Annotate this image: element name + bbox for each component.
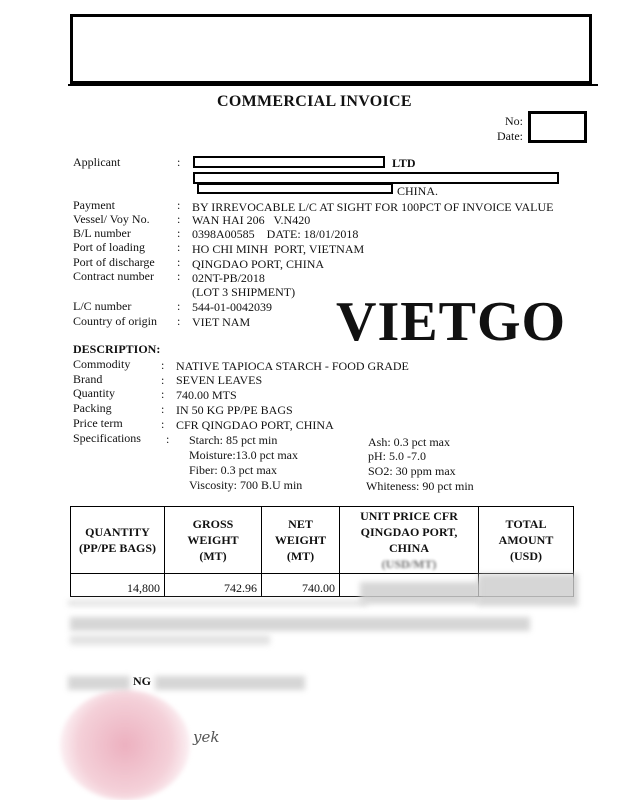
desc-colon: : bbox=[161, 373, 165, 387]
document-title: COMMERCIAL INVOICE bbox=[217, 93, 412, 110]
desc-label: Commodity bbox=[73, 357, 131, 371]
blurred-amount-in-words-1 bbox=[70, 617, 530, 631]
header-line: WEIGHT bbox=[187, 533, 239, 547]
description-heading: DESCRIPTION: bbox=[73, 342, 161, 356]
blurred-amount-in-words-2 bbox=[70, 635, 270, 645]
redacted-no-date bbox=[528, 111, 587, 143]
header-line: GROSS bbox=[192, 517, 234, 531]
header-underline bbox=[68, 84, 598, 86]
detail-value: HO CHI MINH PORT, VIETNAM bbox=[192, 242, 365, 256]
cell-quantity: 14,800 bbox=[71, 574, 165, 597]
applicant-colon: : bbox=[177, 155, 181, 169]
header-line: WEIGHT bbox=[274, 533, 327, 547]
header-line: (PP/PE BAGS) bbox=[79, 541, 156, 555]
desc-value: SEVEN LEAVES bbox=[176, 373, 263, 387]
blurred-total-value bbox=[478, 574, 578, 606]
detail-value: 0398A00585 DATE: 18/01/2018 bbox=[192, 227, 359, 241]
detail-label: L/C number bbox=[73, 299, 132, 313]
applicant-name-suffix: LTD bbox=[392, 156, 416, 170]
detail-label: Port of discharge bbox=[73, 255, 155, 269]
invoice-date-label: Date: bbox=[497, 129, 523, 143]
desc-value: CFR QINGDAO PORT, CHINA bbox=[176, 418, 334, 432]
detail-label: B/L number bbox=[73, 226, 131, 240]
desc-value: IN 50 KG PP/PE BAGS bbox=[176, 403, 293, 417]
redacted-applicant-address-2 bbox=[197, 183, 393, 194]
applicant-address-suffix: CHINA. bbox=[397, 184, 438, 198]
blurred-unit-price-value bbox=[360, 582, 480, 604]
desc-label: Packing bbox=[73, 401, 112, 415]
header-line: TOTAL bbox=[505, 517, 547, 531]
detail-value: QINGDAO PORT, CHINA bbox=[192, 257, 325, 271]
detail-colon: : bbox=[177, 299, 181, 313]
table-header-row bbox=[71, 507, 574, 574]
detail-colon: : bbox=[177, 212, 181, 226]
detail-value: 02NT-PB/2018 bbox=[192, 271, 265, 285]
detail-colon: : bbox=[177, 198, 181, 212]
vietgo-watermark: VIETGO bbox=[336, 291, 567, 353]
blurred-table-bottom bbox=[68, 600, 368, 606]
spec-right: Ash: 0.3 pct max bbox=[368, 435, 450, 449]
desc-value: 740.00 MTS bbox=[176, 388, 237, 402]
redacted-company-header bbox=[70, 14, 592, 84]
col-net-weight-header bbox=[262, 507, 340, 574]
header-line: CHINA bbox=[388, 541, 429, 555]
col-total-amount-header bbox=[479, 507, 574, 574]
header-line: (USD/MT) bbox=[381, 557, 437, 571]
header-line: UNIT PRICE CFR bbox=[360, 509, 458, 523]
header-line: NET bbox=[288, 517, 313, 531]
detail-value: (LOT 3 SHIPMENT) bbox=[192, 285, 296, 299]
detail-value: 544-01-0042039 bbox=[192, 300, 272, 314]
cell-gross-weight: 742.96 bbox=[165, 574, 262, 597]
detail-colon: : bbox=[177, 314, 181, 328]
header-line: (MT) bbox=[286, 549, 315, 563]
detail-label: Country of origin bbox=[73, 314, 157, 328]
specifications-label: Specifications bbox=[73, 431, 141, 445]
detail-label: Port of loading bbox=[73, 240, 145, 254]
detail-label: Payment bbox=[73, 198, 115, 212]
detail-label: Contract number bbox=[73, 269, 154, 283]
detail-value: WAN HAI 206 V.N420 bbox=[192, 213, 311, 227]
blurred-signatory-left bbox=[68, 676, 130, 690]
redacted-applicant-name bbox=[193, 156, 385, 168]
cell-net-weight: 740.00 bbox=[262, 574, 340, 597]
spec-left: Moisture:13.0 pct max bbox=[189, 448, 298, 462]
header-line: QUANTITY bbox=[85, 525, 150, 539]
header-line: AMOUNT bbox=[498, 533, 554, 547]
detail-value: BY IRREVOCABLE L/C AT SIGHT FOR 100PCT OF INVOICE VALUE bbox=[192, 200, 554, 214]
spec-right: pH: 5.0 -7.0 bbox=[368, 449, 426, 463]
desc-label: Quantity bbox=[73, 386, 115, 400]
company-stamp bbox=[60, 690, 190, 800]
desc-colon: : bbox=[161, 402, 165, 416]
header-line: QINGDAO PORT, bbox=[360, 525, 458, 539]
header-line: (MT) bbox=[199, 549, 227, 563]
desc-colon: : bbox=[161, 387, 165, 401]
applicant-label: Applicant bbox=[73, 155, 121, 169]
detail-value: VIET NAM bbox=[192, 315, 251, 329]
blurred-signatory-right bbox=[155, 676, 305, 690]
invoice-no-label: No: bbox=[505, 114, 523, 128]
desc-label: Price term bbox=[73, 416, 123, 430]
spec-left: Viscosity: 700 B.U min bbox=[189, 478, 303, 492]
desc-colon: : bbox=[161, 417, 165, 431]
desc-colon: : bbox=[161, 358, 165, 372]
signature: yek bbox=[193, 728, 220, 746]
specifications-colon: : bbox=[166, 432, 170, 446]
signatory-partial-text: NG bbox=[133, 674, 151, 688]
detail-label: Vessel/ Voy No. bbox=[73, 212, 150, 226]
desc-label: Brand bbox=[73, 372, 103, 386]
col-unit-price-header bbox=[340, 507, 479, 574]
detail-colon: : bbox=[177, 226, 181, 240]
detail-colon: : bbox=[177, 269, 181, 283]
col-quantity-header bbox=[71, 507, 165, 574]
spec-left: Starch: 85 pct min bbox=[189, 433, 278, 447]
spec-right: Whiteness: 90 pct min bbox=[366, 479, 474, 493]
spec-right: SO2: 30 ppm max bbox=[368, 464, 456, 478]
detail-colon: : bbox=[177, 255, 181, 269]
header-line: (USD) bbox=[510, 549, 542, 563]
detail-colon: : bbox=[177, 240, 181, 254]
desc-value: NATIVE TAPIOCA STARCH - FOOD GRADE bbox=[176, 359, 409, 373]
col-gross-weight-header bbox=[165, 507, 262, 574]
spec-left: Fiber: 0.3 pct max bbox=[189, 463, 277, 477]
